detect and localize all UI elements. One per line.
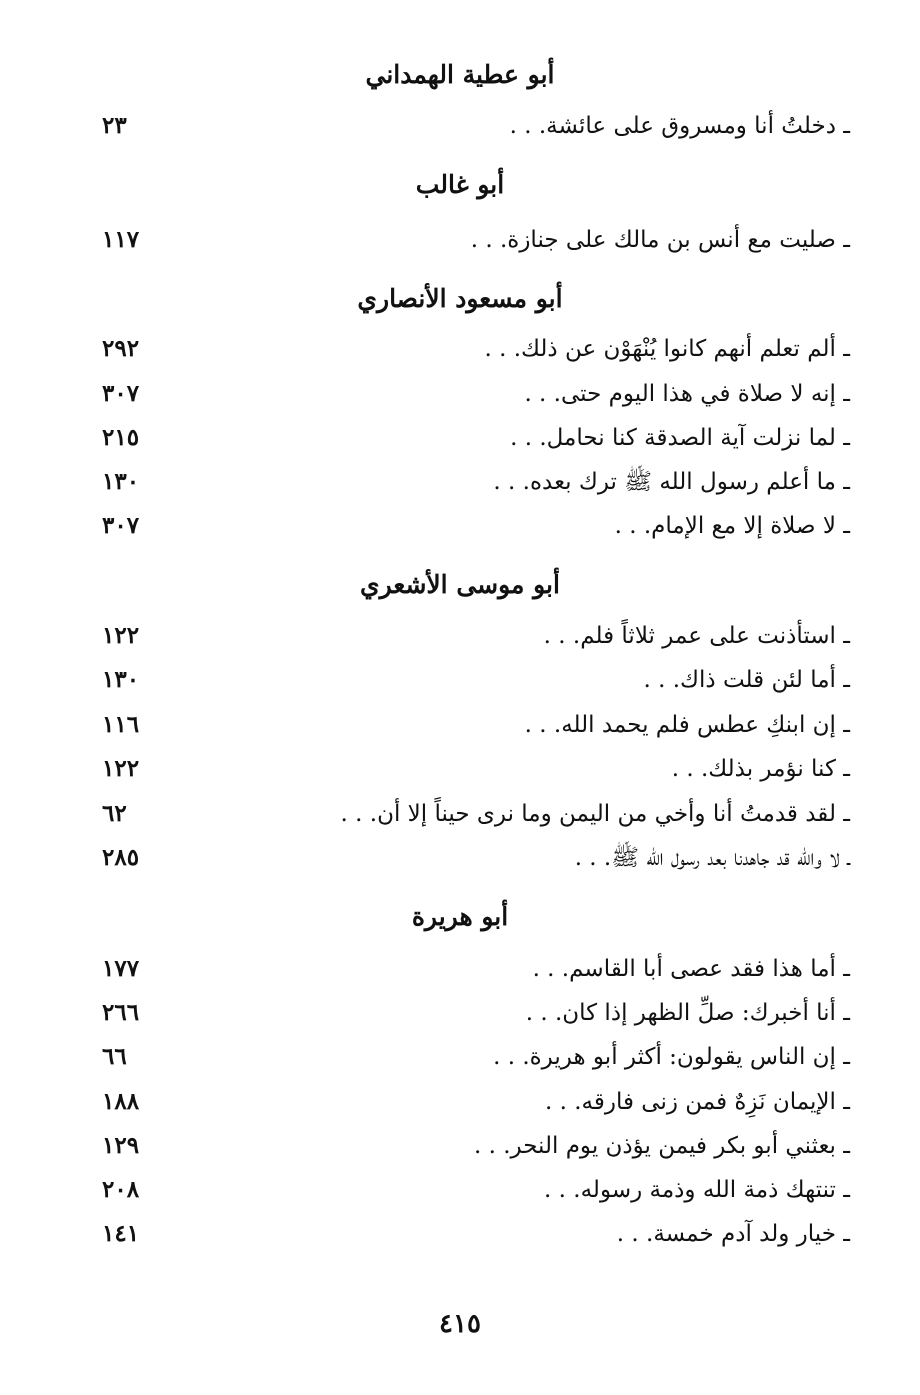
entry-page-number: ٢٠٨: [102, 1176, 140, 1203]
entry-page-number: ١٤١: [102, 1220, 140, 1247]
entry-text: ـ أنا أخبرك: صلِّ الظهر إذا كان. . .: [525, 1000, 850, 1026]
entry-page-number: ٦٦: [102, 1043, 127, 1070]
section-heading: أبو عطية الهمداني: [365, 60, 555, 89]
index-entry: [0, 376, 920, 412]
entry-text: ـ لا والله قد جاهدنا بعد رسول الله ﷺ. . .: [574, 845, 850, 871]
entry-page-number: ١٨٨: [102, 1088, 140, 1115]
index-entry: [0, 222, 920, 258]
entry-text: ـ أما لئن قلت ذاك. . .: [643, 667, 850, 693]
page-number: ٤١٥: [439, 1309, 481, 1339]
entry-page-number: ١٢٩: [102, 1132, 140, 1159]
entry-page-number: ٢١٥: [102, 424, 140, 451]
index-entry: [0, 751, 920, 787]
entry-page-number: ٣٠٧: [102, 380, 140, 407]
entry-text: ـ لا صلاة إلا مع الإمام. . .: [614, 513, 850, 539]
entry-text: ـ استأذنت على عمر ثلاثاً فلم. . .: [543, 623, 850, 649]
entry-text: ـ إن ابنكِ عطس فلم يحمد الله. . .: [524, 712, 850, 738]
entry-page-number: ٢٣: [102, 112, 127, 139]
section-heading: أبو هريرة: [411, 902, 509, 931]
entry-text: ـ لقد قدمتُ أنا وأخي من اليمن وما نرى حيناً إلا أن. . .: [340, 801, 850, 827]
entry-text: ـ تنتهك ذمة الله وذمة رسوله. . .: [544, 1177, 850, 1203]
index-entry: [0, 108, 920, 144]
index-entry: [0, 840, 920, 876]
index-entry: [0, 331, 920, 367]
entry-page-number: ١٧٧: [102, 955, 140, 982]
section-heading: أبو غالب: [415, 170, 505, 199]
entry-page-number: ١١٧: [102, 226, 140, 253]
entry-text: ـ إن الناس يقولون: أكثر أبو هريرة. . .: [493, 1044, 850, 1070]
section-heading: أبو موسى الأشعري: [360, 570, 560, 599]
entry-text: ـ صليت مع أنس بن مالك على جنازة. . .: [470, 227, 850, 253]
index-entry: [0, 1084, 920, 1120]
index-entry: [0, 508, 920, 544]
index-entry: [0, 1172, 920, 1208]
entry-text: ـ بعثني أبو بكر فيمن يؤذن يوم النحر. . .: [473, 1133, 850, 1159]
entry-page-number: ٢٦٦: [102, 999, 140, 1026]
entry-page-number: ٢٩٢: [102, 335, 140, 362]
entry-page-number: ١١٦: [102, 711, 140, 738]
entry-text: ـ دخلتُ أنا ومسروق على عائشة. . .: [509, 113, 850, 139]
entry-text: ـ لما نزلت آية الصدقة كنا نحامل. . .: [510, 425, 850, 451]
index-entry: [0, 1128, 920, 1164]
entry-text: ـ ما أعلم رسول الله ﷺ ترك بعده. . .: [493, 469, 850, 495]
entry-page-number: ٢٨٥: [102, 844, 140, 871]
index-entry: [0, 1216, 920, 1252]
index-entry: [0, 662, 920, 698]
index-entry: [0, 951, 920, 987]
entry-text: ـ إنه لا صلاة في هذا اليوم حتى. . .: [524, 381, 850, 407]
index-entry: [0, 618, 920, 654]
entry-page-number: ٣٠٧: [102, 512, 140, 539]
index-entry: [0, 1039, 920, 1075]
entry-page-number: ١٢٢: [102, 755, 140, 782]
section-heading: أبو مسعود الأنصاري: [357, 284, 563, 313]
index-entry: [0, 420, 920, 456]
entry-text: ـ خيار ولد آدم خمسة. . .: [616, 1221, 850, 1247]
entry-text: ـ الإيمان نَزِهٌ فمن زنى فارقه. . .: [544, 1089, 850, 1115]
index-entry: [0, 796, 920, 832]
entry-page-number: ١٢٢: [102, 622, 140, 649]
index-entry: [0, 995, 920, 1031]
entry-page-number: ١٣٠: [102, 468, 140, 495]
entry-text: ـ كنا نؤمر بذلك. . .: [671, 756, 850, 782]
entry-text: ـ ألم تعلم أنهم كانوا يُنْهَوْن عن ذلك. . .: [484, 336, 850, 362]
index-entry: [0, 464, 920, 500]
entry-text: ـ أما هذا فقد عصى أبا القاسم. . .: [532, 956, 850, 982]
index-entry: [0, 707, 920, 743]
entry-page-number: ١٣٠: [102, 666, 140, 693]
entry-page-number: ٦٢: [102, 800, 127, 827]
